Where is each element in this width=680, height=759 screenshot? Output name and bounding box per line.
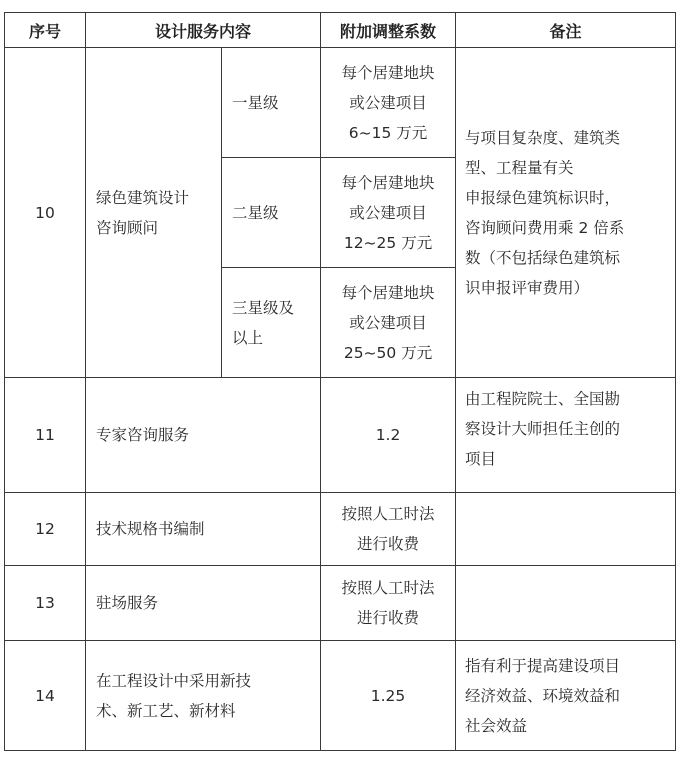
- table-row: [5, 641, 676, 751]
- table-row: [5, 566, 676, 641]
- header-row: [5, 13, 676, 48]
- header-no: 序号: [5, 13, 86, 48]
- sub-factor-2: [321, 158, 456, 268]
- table-row: [5, 48, 676, 158]
- factor-line: 12~25 万元: [343, 233, 433, 252]
- row-content: [86, 566, 321, 641]
- note-line: 项目: [465, 450, 497, 468]
- factor-line: 按照人工时法: [341, 505, 435, 523]
- row-no: 11: [5, 378, 86, 493]
- row-note-empty: [456, 566, 676, 641]
- factor-line: 进行收费: [357, 535, 420, 553]
- table-row: [5, 493, 676, 566]
- content-line: 咨询顾问: [96, 218, 159, 237]
- level-text: 二星级: [232, 203, 279, 222]
- row-no: 12: [5, 493, 86, 566]
- header-content: 设计服务内容: [86, 13, 321, 48]
- row-content: [86, 378, 321, 493]
- content-line: 驻场服务: [96, 594, 159, 612]
- note-line: 申报绿色建筑标识时，: [465, 188, 621, 207]
- row-note: [456, 48, 676, 378]
- note-line: 指有利于提高建设项目: [465, 656, 621, 675]
- row-content: [86, 493, 321, 566]
- level-text: 一星级: [232, 93, 279, 112]
- factor-line: 每个居建地块: [341, 63, 435, 82]
- factor-line: 每个居建地块: [341, 283, 435, 302]
- sub-level-1: [222, 48, 321, 158]
- factor-line: 或公建项目: [349, 93, 427, 112]
- header-note: 备注: [456, 13, 676, 48]
- note-line: 察设计大师担任主创的: [465, 420, 621, 438]
- note-line: 与项目复杂度、建筑类: [465, 128, 621, 147]
- row-factor: [321, 566, 456, 641]
- level-text: 以上: [232, 328, 264, 347]
- content-line: 技术规格书编制: [96, 520, 205, 538]
- note-line: 由工程院院士、全国勘: [465, 390, 621, 408]
- content-line: 绿色建筑设计: [96, 188, 190, 207]
- note-line: 经济效益、环境效益和: [465, 686, 621, 705]
- fee-table-container: [4, 12, 676, 751]
- row-factor: [321, 641, 456, 751]
- factor-line: 1.25: [370, 686, 406, 705]
- row-no: 13: [5, 566, 86, 641]
- factor-line: 每个居建地块: [341, 173, 435, 192]
- factor-line: 或公建项目: [349, 313, 427, 332]
- row-factor: [321, 493, 456, 566]
- row-content: [86, 641, 321, 751]
- header-factor: 附加调整系数: [321, 13, 456, 48]
- row-no: 10: [5, 48, 86, 378]
- factor-line: 或公建项目: [349, 203, 427, 222]
- note-line: 数（不包括绿色建筑标: [465, 248, 621, 267]
- content-line: 在工程设计中采用新技: [96, 671, 252, 690]
- row-note: [456, 378, 676, 493]
- content-line: 术、新工艺、新材料: [96, 701, 236, 720]
- sub-factor-3: [321, 268, 456, 378]
- note-line: 识申报评审费用）: [465, 278, 590, 297]
- factor-line: 6~15 万元: [348, 123, 428, 142]
- factor-line: 1.2: [375, 426, 401, 444]
- row-factor: [321, 378, 456, 493]
- row-content: [86, 48, 222, 378]
- row-note: [456, 641, 676, 751]
- row-note-empty: [456, 493, 676, 566]
- table-row: [5, 378, 676, 493]
- factor-line: 按照人工时法: [341, 579, 435, 597]
- note-line: 咨询顾问费用乘 2 倍系: [465, 218, 625, 237]
- sub-factor-1: [321, 48, 456, 158]
- content-line: 专家咨询服务: [96, 426, 190, 444]
- level-text: 三星级及: [232, 298, 295, 317]
- fee-adjustment-table: [4, 12, 676, 751]
- factor-line: 进行收费: [357, 609, 420, 627]
- note-line: 型、工程量有关: [465, 158, 574, 177]
- sub-level-3: [222, 268, 321, 378]
- factor-line: 25~50 万元: [343, 343, 433, 362]
- row-no: 14: [5, 641, 86, 751]
- sub-level-2: [222, 158, 321, 268]
- note-line: 社会效益: [465, 716, 528, 735]
